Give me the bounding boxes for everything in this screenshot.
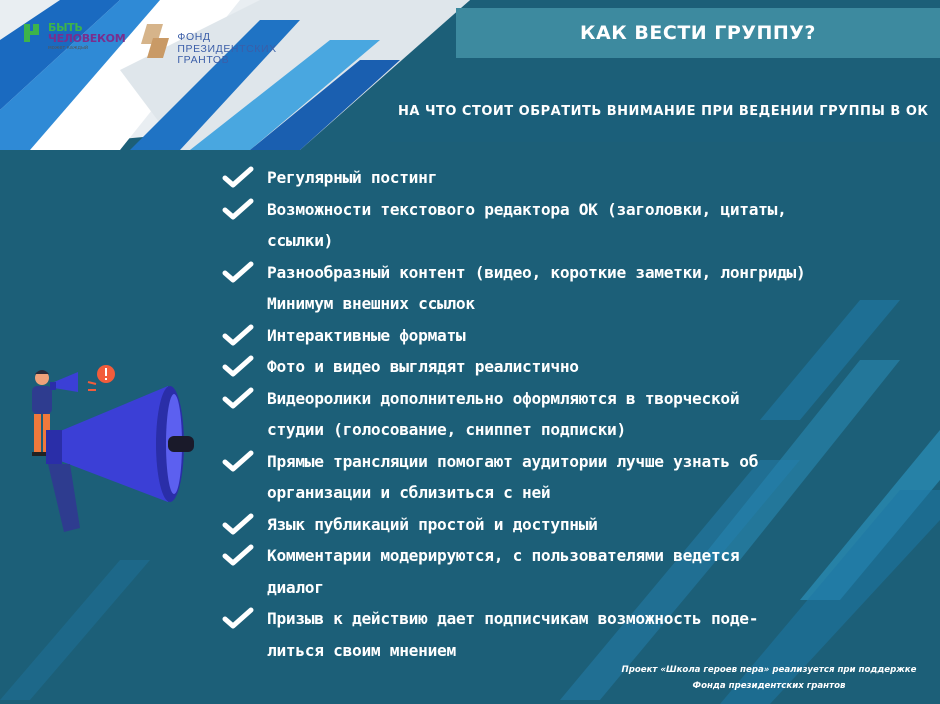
footer-line2: Фонда президентских грантов <box>692 681 846 691</box>
subtitle-box <box>390 80 940 142</box>
check-icon <box>222 607 254 629</box>
fond-logo-icon <box>139 22 171 60</box>
byt-logo-line1: БЫТЬ <box>48 21 83 34</box>
check-icon <box>222 450 254 472</box>
footer-line1: Проект «Школа героев пера» реализуется при поддержке <box>621 665 917 675</box>
list-item-text: Интерактивные форматы <box>267 325 466 345</box>
check-icon <box>222 355 254 377</box>
check-icon <box>222 544 254 566</box>
check-icon <box>222 166 254 188</box>
list-item <box>222 603 940 666</box>
list-item-text: Фото и видео выглядят реалистично <box>267 357 579 376</box>
list-item-text: Регулярный постинг <box>267 168 438 187</box>
check-icon <box>222 513 254 535</box>
check-icon <box>222 261 254 283</box>
list-item-text: Разнообразный контент (видео, короткие заметки, лонгриды) Минимум внешних ссылок <box>267 262 806 313</box>
alert-icon <box>88 365 115 390</box>
list-item <box>222 540 940 603</box>
byt-logo-line3: может каждый <box>48 45 89 51</box>
fond-logo-line1: ФОНД <box>177 31 211 43</box>
logos <box>22 22 277 67</box>
megaphone-illustration <box>18 360 228 540</box>
list-item-text: Возможности текстового редактора ОК (заголовки, цитаты, ссылки) <box>267 199 787 250</box>
page-title: КАК ВЕСТИ ГРУППУ? <box>580 22 816 44</box>
byt-logo-icon <box>22 22 44 44</box>
list-item <box>222 162 940 194</box>
title-box <box>456 8 940 58</box>
fond-logo-line2: ПРЕЗИДЕНТСКИХ <box>177 42 277 55</box>
byt-chelovekom-logo <box>22 22 125 52</box>
list-item <box>222 320 940 352</box>
list-item-text: Видеоролики дополнительно оформляются в творческой студии (голосование, сниппет подписки) <box>267 388 740 439</box>
check-icon <box>222 387 254 409</box>
list-item-text: Призыв к действию дает подписчикам возможность поде- литься своим мнением <box>267 609 759 660</box>
list-item <box>222 351 940 383</box>
byt-logo-line2: ЧЕЛОВЕКОМ <box>48 32 126 45</box>
tips-list <box>222 162 940 666</box>
fond-logo-line3: ГРАНТОВ <box>177 54 230 66</box>
footer-credits <box>604 662 934 694</box>
list-item-text: Язык публикаций простой и доступный <box>267 514 598 534</box>
list-item <box>222 257 940 320</box>
list-item-text: Комментарии модерируются, с пользователями ведется диалог <box>267 546 740 597</box>
check-icon <box>222 324 254 346</box>
list-item <box>222 383 940 446</box>
fond-grantov-logo <box>139 22 276 67</box>
list-item <box>222 446 940 509</box>
list-item-text: Прямые трансляции помогают аудитории лучше узнать об организации и сблизиться с ней <box>267 451 759 502</box>
list-item <box>222 509 940 541</box>
list-item <box>222 194 940 257</box>
check-icon <box>222 198 254 220</box>
page-subtitle: НА ЧТО СТОИТ ОБРАТИТЬ ВНИМАНИЕ ПРИ ВЕДЕНИИ ГРУППЫ В ОК <box>398 103 929 119</box>
